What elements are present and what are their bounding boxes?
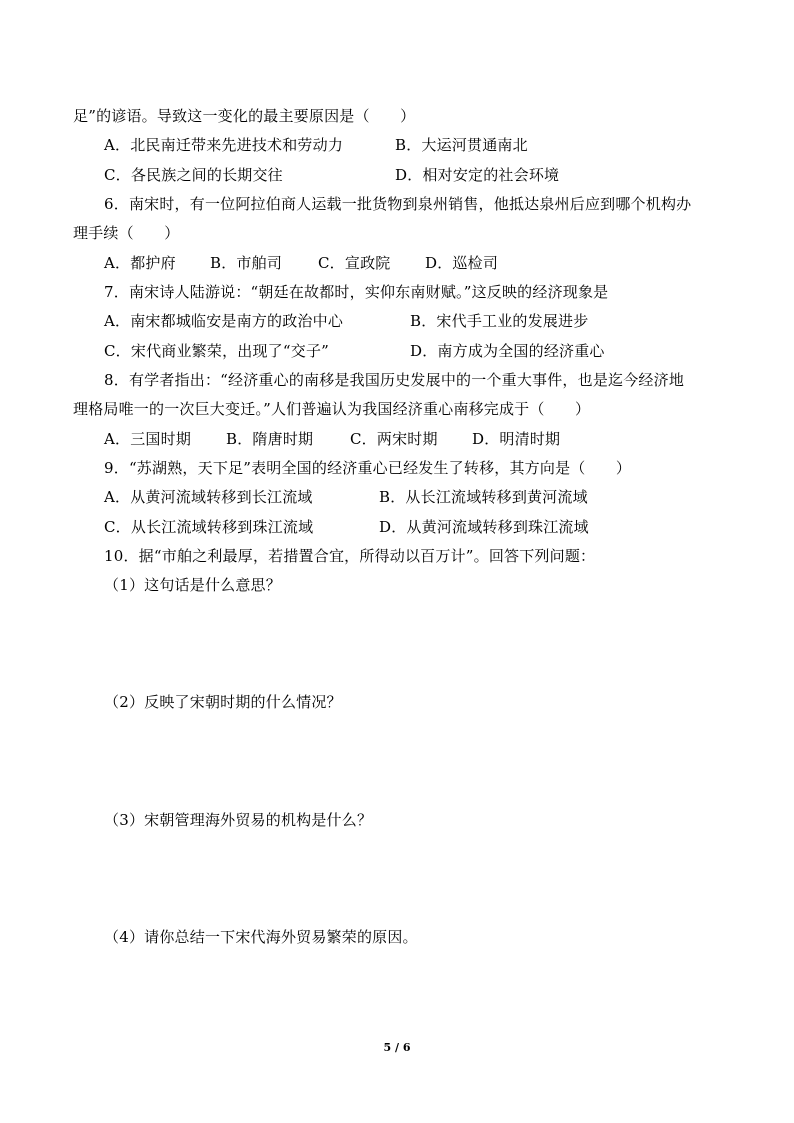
q10-sub-question-1: （1）这句话是什么意思？ — [104, 576, 281, 594]
q7-option-a: A．南宋都城临安是南方的政治中心 — [104, 312, 344, 330]
q6-stem-line1: 6．南宋时，有一位阿拉伯商人运载一批货物到泉州销售，他抵达泉州后应到哪个机构办 — [104, 195, 692, 213]
q8-option-b: B．隋唐时期 — [226, 430, 314, 448]
q6-option-b: B．市舶司 — [210, 254, 283, 272]
q10-sub-question-3: （3）宋朝管理海外贸易的机构是什么？ — [104, 811, 373, 829]
q10-sub-question-2: （2）反映了宋朝时期的什么情况？ — [104, 693, 342, 711]
q6-option-c: C．宣政院 — [318, 254, 391, 272]
q5-option-a: A．北民南迁带来先进技术和劳动力 — [104, 136, 344, 154]
q9-option-a: A．从黄河流域转移到长江流域 — [104, 488, 313, 506]
page-number: 5 / 6 — [383, 1041, 411, 1054]
q9-stem: 9．“苏湖熟，天下足”表明全国的经济重心已经发生了转移，其方向是（ ） — [104, 459, 632, 477]
q5-option-d: D．相对安定的社会环境 — [395, 166, 560, 184]
q8-option-d: D．明清时期 — [472, 430, 561, 448]
q10-stem: 10．据“市舶之利最厚，若措置合宜，所得动以百万计”。回答下列问题： — [104, 547, 596, 565]
q7-option-b: B．宋代手工业的发展进步 — [410, 312, 589, 330]
q6-option-a: A．都护府 — [104, 254, 176, 272]
q7-option-d: D．南方成为全国的经济重心 — [410, 342, 605, 360]
q6-stem-line2: 理手续（ ） — [73, 224, 180, 242]
q7-option-c: C．宋代商业繁荣，出现了“交子” — [104, 342, 330, 360]
q9-option-b: B．从长江流域转移到黄河流域 — [379, 488, 588, 506]
q5-stem-end: 足”的谚语。导致这一变化的最主要原因是（ ） — [73, 107, 416, 125]
q8-stem-line2: 理格局唯一的一次巨大变迁。”人们普遍认为我国经济重心南移完成于（ ） — [73, 400, 591, 418]
q10-sub-question-4: （4）请你总结一下宋代海外贸易繁荣的原因。 — [104, 928, 418, 946]
q8-stem-line1: 8．有学者指出：“经济重心的南移是我国历史发展中的一个重大事件，也是迄今经济地 — [104, 371, 685, 389]
q6-option-d: D．巡检司 — [425, 254, 499, 272]
q9-option-c: C．从长江流域转移到珠江流域 — [104, 518, 314, 536]
q5-option-c: C．各民族之间的长期交往 — [104, 166, 283, 184]
q8-option-c: C．两宋时期 — [350, 430, 438, 448]
q9-option-d: D．从黄河流域转移到珠江流域 — [379, 518, 589, 536]
q5-option-b: B．大运河贯通南北 — [395, 136, 528, 154]
q8-option-a: A．三国时期 — [104, 430, 192, 448]
q7-stem: 7．南宋诗人陆游说：“朝廷在故都时，实仰东南财赋。”这反映的经济现象是 — [104, 283, 609, 301]
